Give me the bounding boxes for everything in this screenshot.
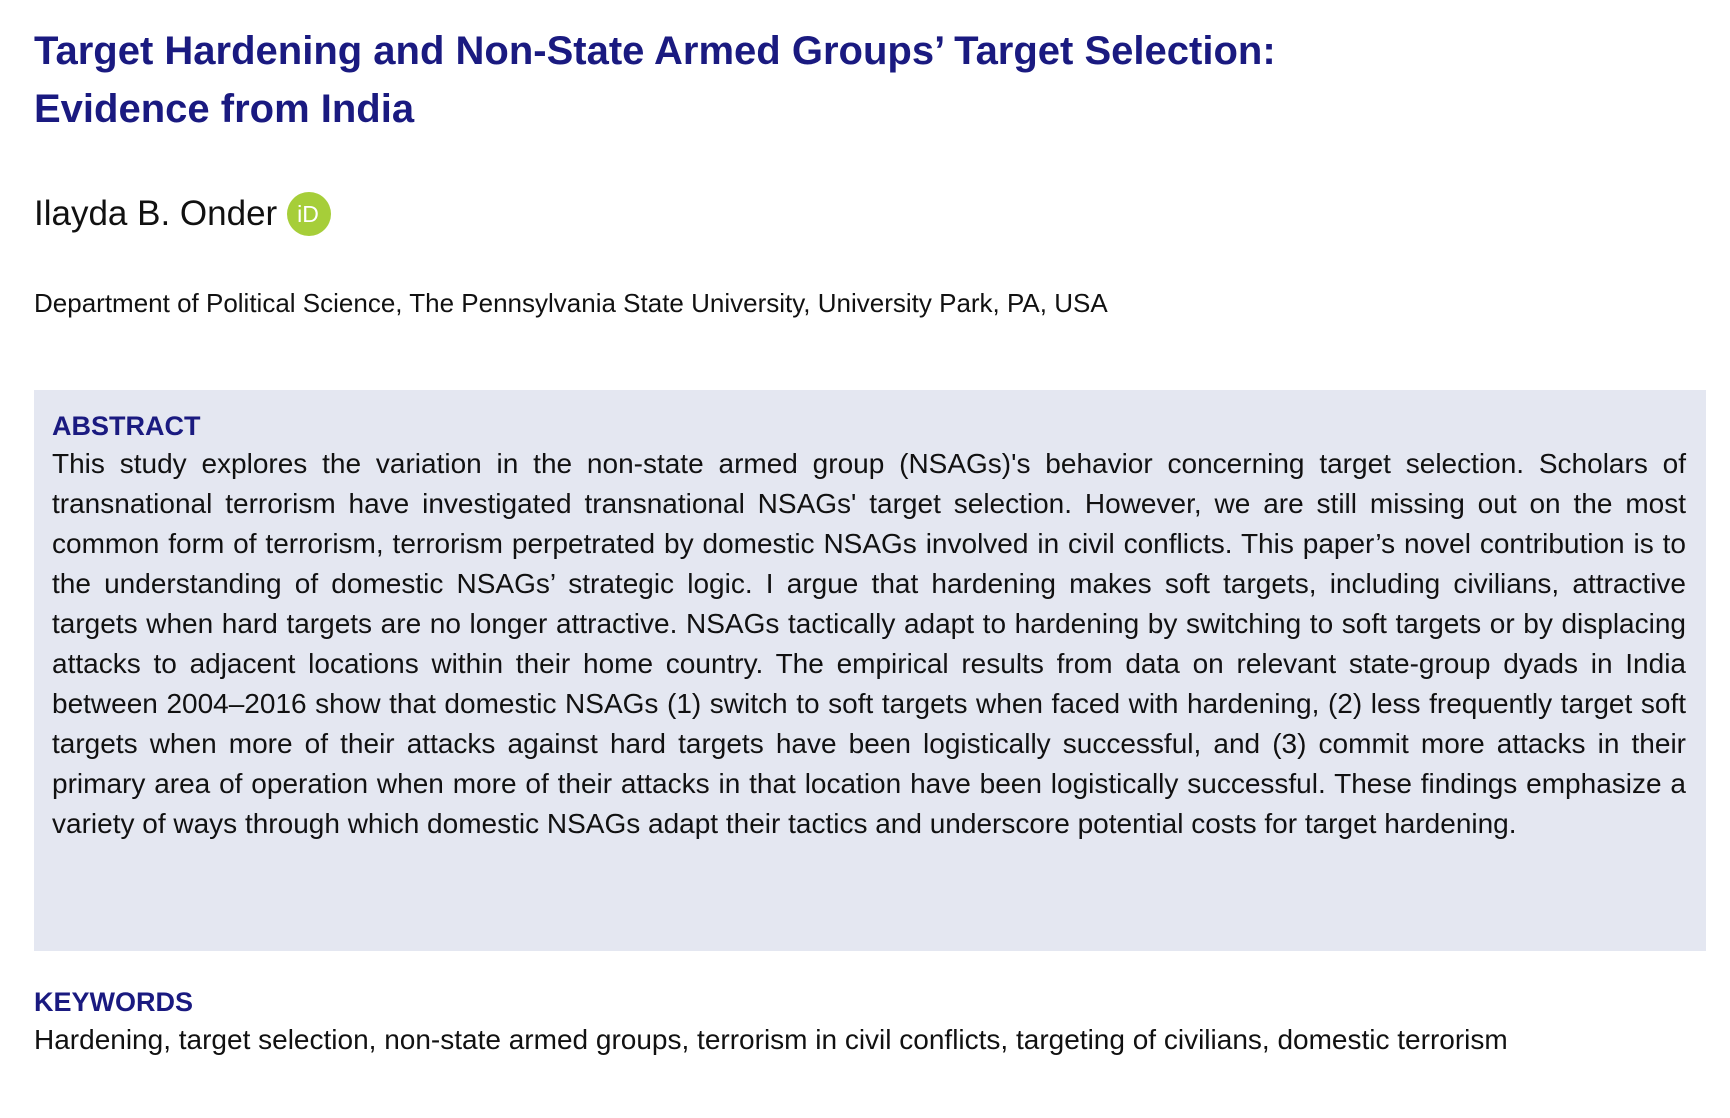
abstract-text: This study explores the variation in the non-state armed group (NSAGs)'s behavior concerning target selection. Scholars of transnational terrorism have investigated transnational NSAGs' target selection. However, we are still missing out on the most common form of terrorism, terrorism perpetrated by domestic NSAGs involved in civil conflicts. This paper’s novel contribution is to the understanding of domestic NSAGs’ strategic logic. I argue that hardening makes soft targets, including civilians, attractive targets when hard targets are no longer attractive. NSAGs tactically adapt to hardening by switching to soft targets or by displacing attacks to adjacent locations within their home country. The empirical results from data on relevant state-group dyads in India between 2004–2016 show that domestic NSAGs (1) switch to soft targets when faced with hardening, (2) less frequently target soft targets when more of their attacks against hard targets have been logistically successful, and (3) commit more attacks in their primary area of operation when more of their attacks in that location have been logistically successful. These findings emphasize a variety of ways through which domestic NSAGs adapt their tactics and underscore potential costs for target hardening. xyxy=(52,448,1686,839)
author-row xyxy=(34,190,331,238)
keywords-heading: KEYWORDS xyxy=(34,987,194,1017)
paper-title xyxy=(34,22,1634,138)
paper-title-line-1: Target Hardening and Non-State Armed Groups’ Target Selection: xyxy=(34,29,1276,73)
author-name[interactable]: Ilayda B. Onder xyxy=(34,194,278,233)
abstract-section xyxy=(34,390,1706,951)
orcid-icon[interactable] xyxy=(287,192,331,236)
abstract-heading: ABSTRACT xyxy=(52,411,201,441)
author-affiliation: Department of Political Science, The Pennsylvania State University, University Park, PA, USA xyxy=(34,288,1108,318)
keywords-section xyxy=(34,984,1694,1060)
keywords-text: Hardening, target selection, non-state armed groups, terrorism in civil conflicts, targeting of civilians, domestic terrorism xyxy=(34,1024,1508,1055)
paper-title-line-2: Evidence from India xyxy=(34,87,415,131)
orcid-badge-text: iD xyxy=(297,201,320,227)
